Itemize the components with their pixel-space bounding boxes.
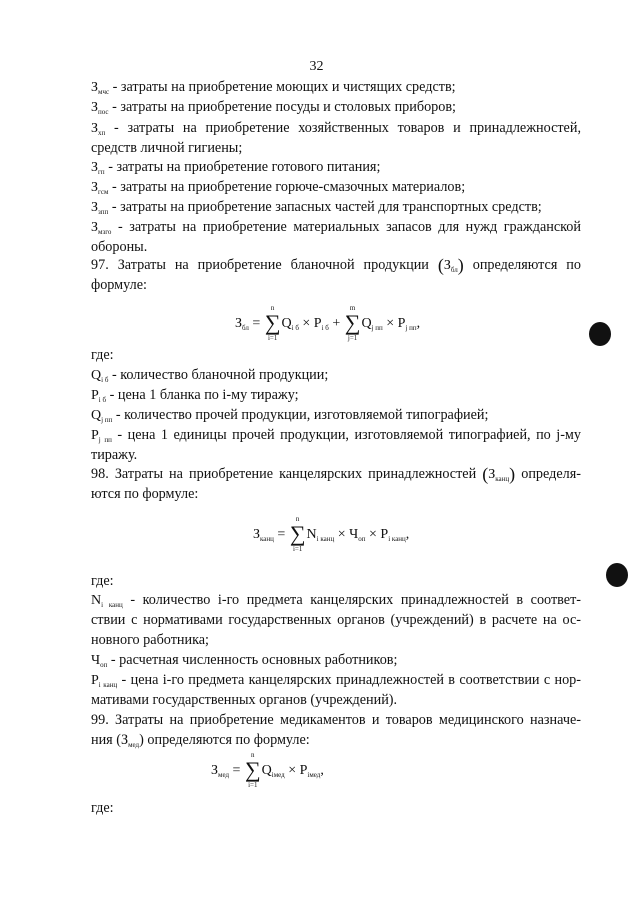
text-line: формуле: [91, 277, 147, 293]
definition-line: $Ч_{оп}$ - расчетная численность основных работников; [91, 652, 398, 669]
text-line: тиражу. [91, 447, 138, 463]
paragraph-99: 99. Затраты на приобретение медикаментов и товаров медицинского назначе- [91, 712, 581, 728]
definition-line: $P_{i канц}$ - цена i-го предмета канцелярских принадлежностей в соответствии с нор- [91, 672, 581, 689]
text-line: где: [91, 573, 114, 589]
text-line: ствии с нормативами государственных органов (учреждений) в расчете на ос- [91, 612, 581, 628]
page-number: 32 [309, 59, 324, 74]
formula-medical: $З_{мед}$ = n ∑ i=1 $Q_{iмед} \times P_{iмед}$, [211, 751, 324, 789]
sum-symbol: m ∑ j=1 [344, 304, 361, 342]
text-line: где: [91, 800, 114, 816]
definition-line: $Q_{i б}$ - количество бланочной продукции; [91, 367, 329, 384]
text-line: мативами государственных органов (учреждений). [91, 692, 398, 708]
definition-line: $З_{гп}$ - затраты на приобретение готового питания; [91, 159, 381, 176]
text-line: средств личной гигиены; [91, 140, 243, 156]
text-line: ются по формуле: [91, 486, 199, 502]
definition-line: $З_{гсм}$ - затраты на приобретение горюче-смазочных материалов; [91, 179, 466, 196]
text-line: где: [91, 347, 114, 363]
binder-hole-icon [606, 563, 628, 587]
definition-line: $Q_{j пп}$ - количество прочей продукции, изготовляемой типографией; [91, 407, 489, 424]
binder-hole-icon [589, 322, 611, 346]
sum-symbol: n ∑ i=1 [289, 515, 306, 553]
paragraph-98: 98. Затраты на приобретение канцелярских принадлежностей $(З_{канц})$ определя- [91, 464, 581, 484]
text-line: новного работника; [91, 632, 209, 648]
text-line: ния $(З_{мед})$ определяются по формуле: [91, 732, 310, 749]
text-line: обороны. [91, 239, 148, 255]
definition-line: $P_{j пп}$ - цена 1 единицы прочей продукции, изготовляемой типографией, по j-му [91, 427, 581, 444]
formula-office-supplies: $З_{канц}$ = n ∑ i=1 $N_{i канц} \times Ч_{оп} \times P_{i канц}$, [253, 515, 410, 553]
definition-line: $З_{пос}$ - затраты на приобретение посуды и столовых приборов; [91, 99, 456, 116]
paragraph-97: 97. Затраты на приобретение бланочной продукции $(З_{бл})$ определяются по [91, 255, 581, 275]
sum-symbol: n ∑ i=1 [264, 304, 281, 342]
definition-line: $N_{i канц}$ - количество i-го предмета канцелярских принадлежностей в соответ- [91, 592, 582, 609]
definition-line: $З_{хп}$ - затраты на приобретение хозяйственных товаров и принадлежностей, [91, 120, 581, 137]
formula-blank-products: $З_{бл}$ = n ∑ i=1 $Q_{i б} \times P_{i б}$ + m ∑ j=1 $Q_{j пп} \times P_{j пп}$, [235, 304, 421, 342]
sum-symbol: n ∑ i=1 [244, 751, 261, 789]
definition-line: $З_{мчс}$ - затраты на приобретение моющих и чистящих средств; [91, 79, 456, 96]
definition-line: $З_{зпп}$ - затраты на приобретение запасных частей для транспортных средств; [91, 199, 542, 216]
definition-line: $З_{мзго}$ - затраты на приобретение материальных запасов для нужд гражданской [91, 219, 581, 236]
definition-line: $P_{i б}$ - цена 1 бланка по i-му тиражу; [91, 387, 299, 404]
